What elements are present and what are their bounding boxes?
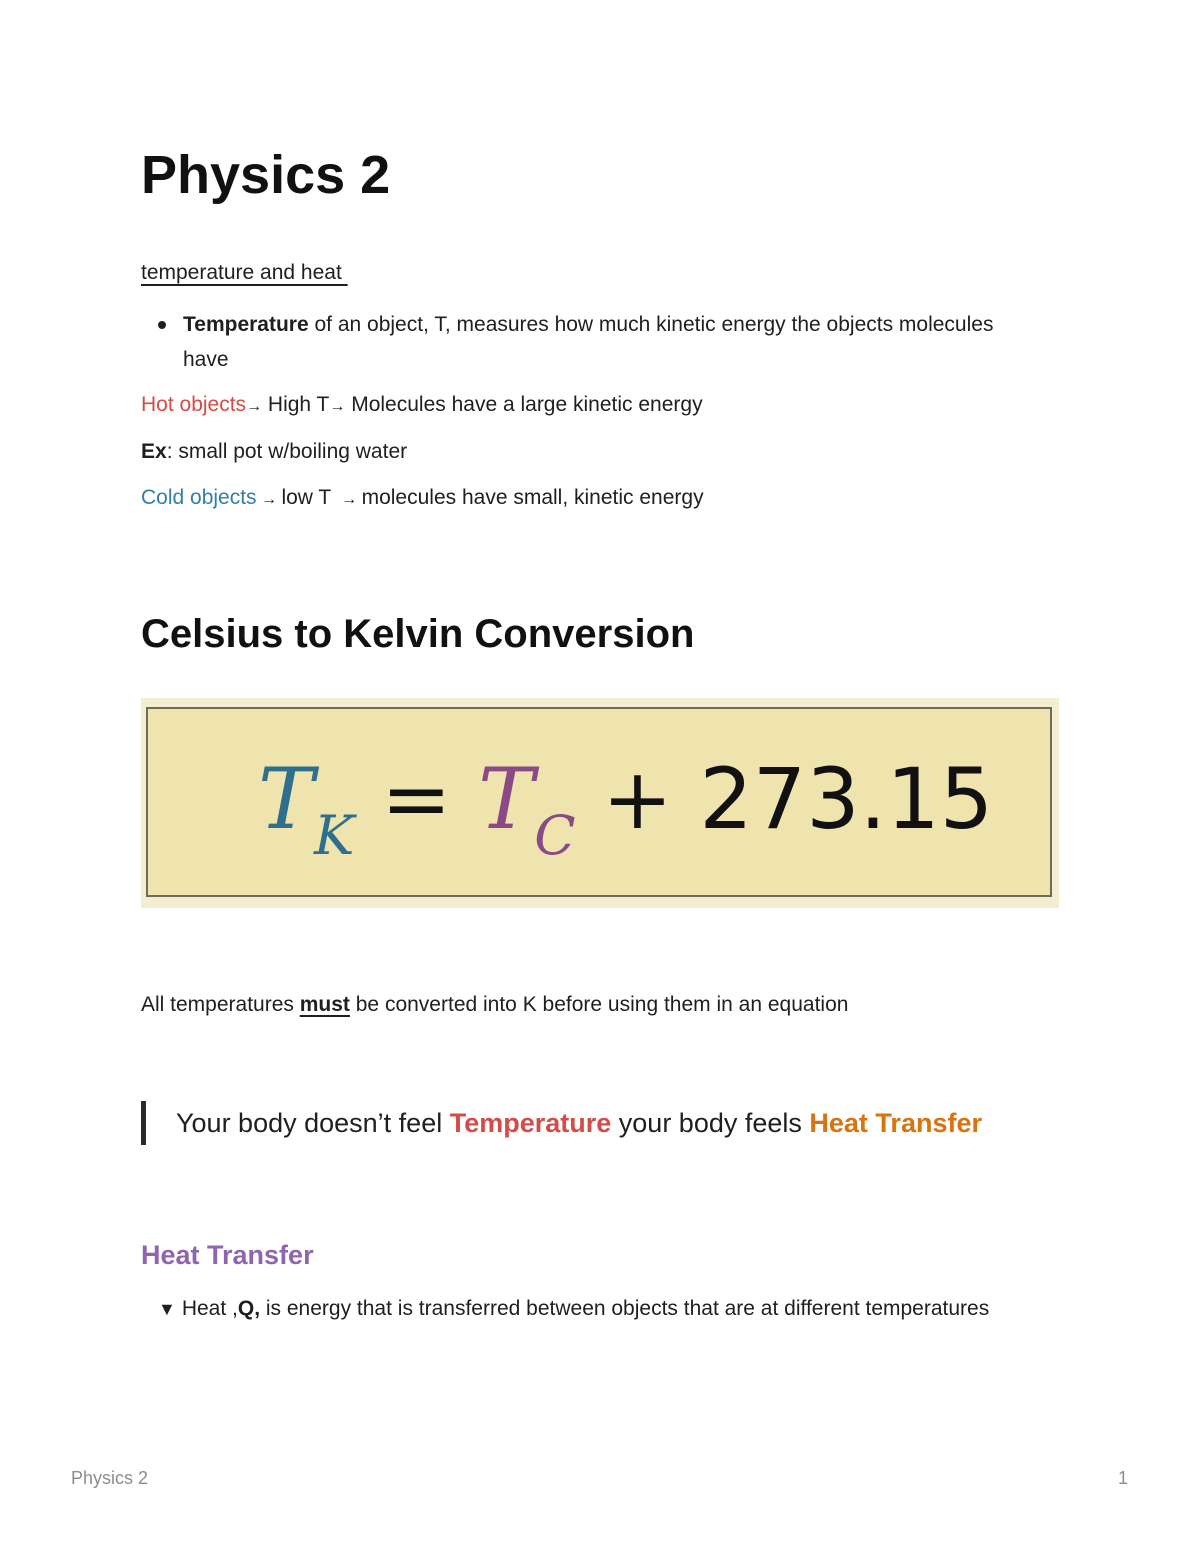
heat-transfer-heading: Heat Transfer [141,1240,314,1270]
example-text: : small pot w/boiling water [166,440,408,463]
bullet-text [183,307,1023,377]
bullet-icon [158,321,166,329]
term-temperature: Temperature [183,313,309,336]
quote-bar [141,1101,146,1145]
formula-box [146,707,1052,897]
formula-equals: = [354,750,479,848]
formula-lhs-var: T [258,750,315,848]
cold-objects-line [141,486,704,510]
heat-definition: is energy that is transferred between objects that are at different temperatures [260,1297,990,1320]
arrow-icon: → [329,398,346,415]
callout-quote [176,1108,982,1139]
quote-before: Your body doesn’t feel [176,1108,450,1138]
heat-symbol: Q, [237,1297,261,1320]
formula-constant: 273.15 [699,750,994,848]
heat-transfer-toggle[interactable] [158,1291,1018,1327]
quote-term-temperature: Temperature [449,1108,612,1138]
quote-term-heat-transfer: Heat Transfer [809,1108,982,1138]
heat-prefix: Heat , [181,1297,238,1320]
hot-objects-label: Hot objects [141,393,247,416]
toggle-triangle-icon[interactable]: ▼ [158,1299,176,1319]
conversion-note [141,993,848,1017]
page-number: 1 [1118,1468,1129,1488]
formula-lhs-sub: K [314,804,355,867]
hot-objects-line [141,393,703,417]
hot-objects-result: Molecules have a large kinetic energy [345,393,703,416]
low-t-text: low T [281,486,337,509]
cold-objects-label: Cold objects [141,486,257,509]
formula-image [141,698,1059,908]
high-t-text: High T [262,393,330,416]
quote-middle: your body feels [611,1108,810,1138]
section-subheading: temperature and heat [141,261,348,284]
note-emphasis: must [299,993,350,1016]
footer-title: Physics 2 [71,1468,149,1488]
temperature-definition: of an object, T, measures how much kinetic energy the objects molecules have [183,313,994,371]
example-line [141,440,407,464]
formula-rhs-sub: C [534,804,576,867]
arrow-icon: → [256,491,282,508]
example-label: Ex [141,440,167,463]
conversion-heading: Celsius to Kelvin Conversion [141,612,695,656]
arrow-icon: → [246,398,263,415]
note-after: be converted into K before using them in an equation [349,993,849,1016]
kelvin-formula [258,750,994,867]
formula-plus: + [575,750,700,848]
arrow-icon: → [336,491,362,508]
formula-rhs-var: T [478,750,535,848]
page-title: Physics 2 [141,145,391,205]
note-before: All temperatures [141,993,300,1016]
cold-objects-result: molecules have small, kinetic energy [361,486,704,509]
